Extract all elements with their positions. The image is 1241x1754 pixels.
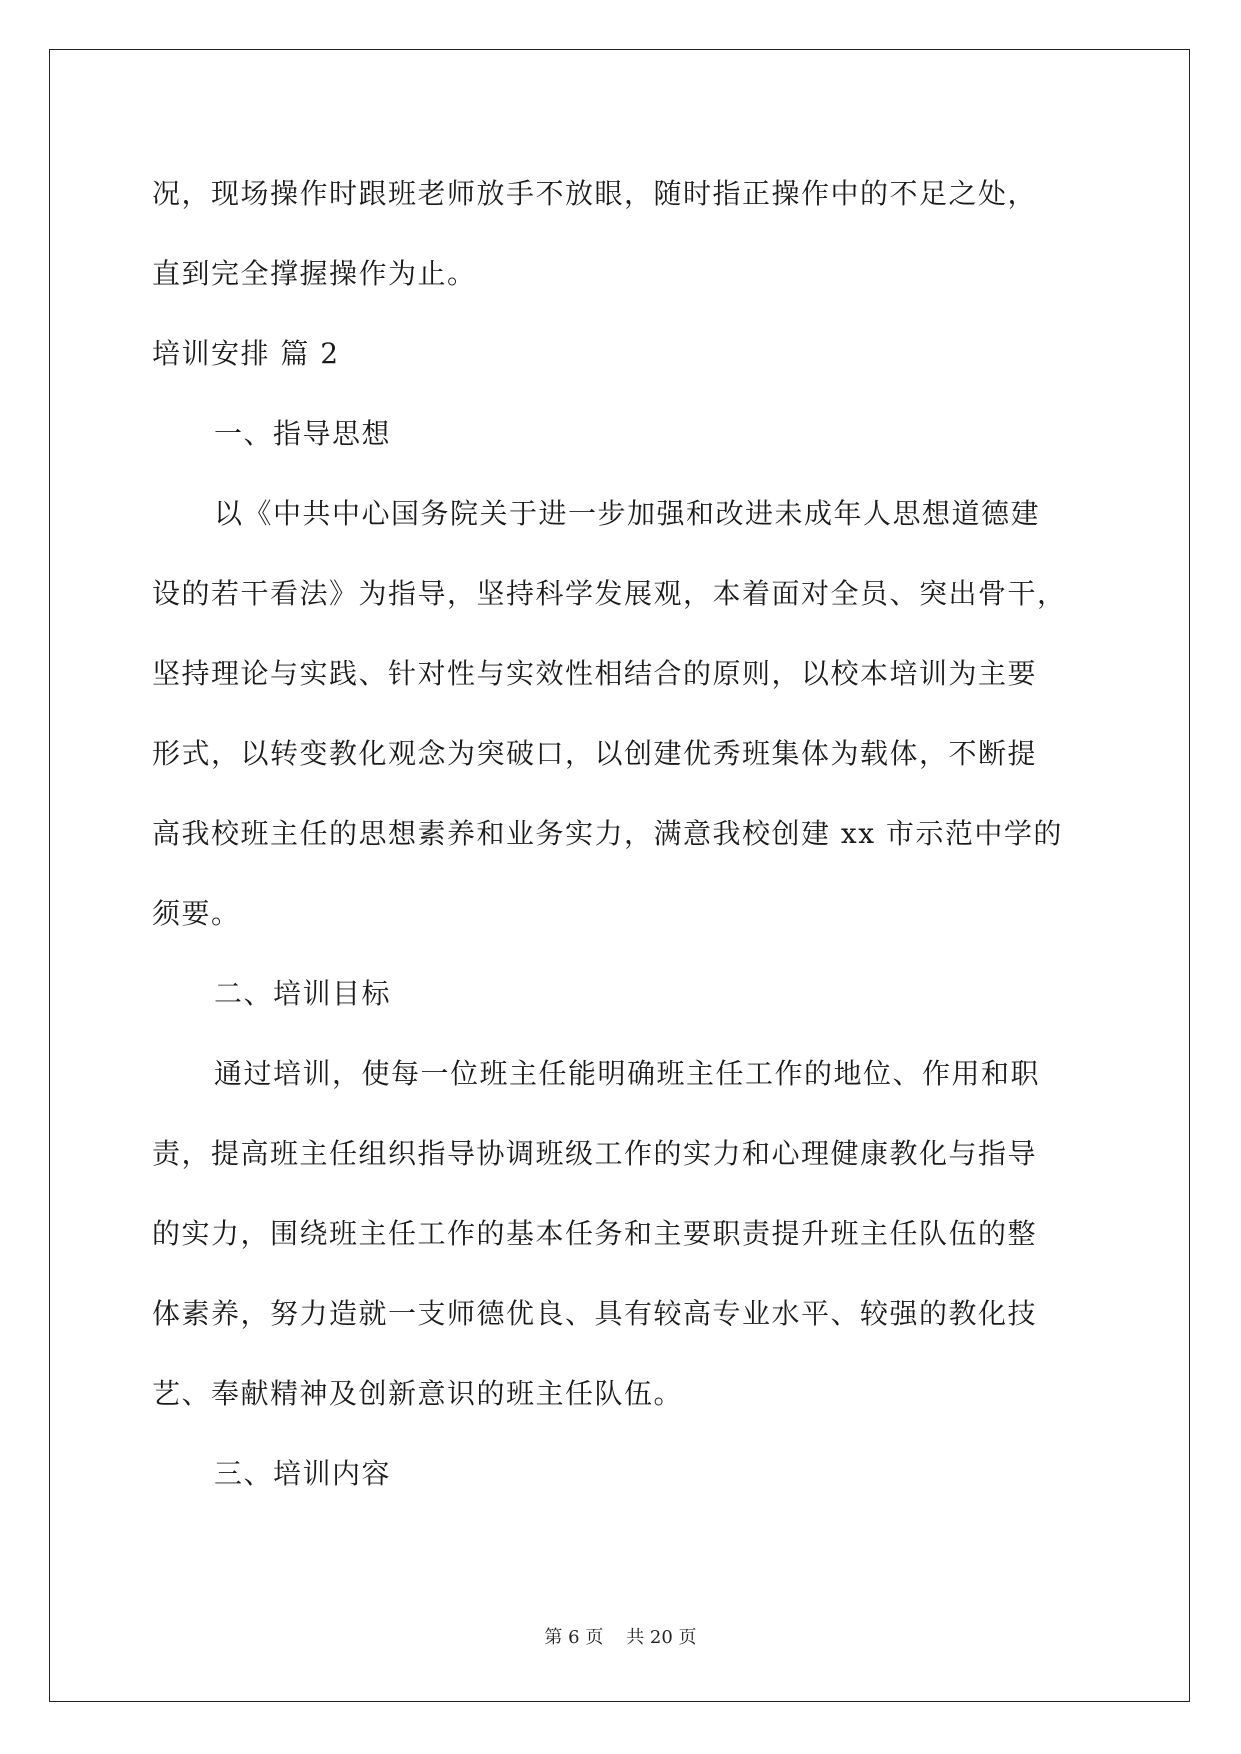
body-text-line: 体素养，努力造就一支师德优良、具有较高专业水平、较强的教化技 [152, 1297, 1038, 1330]
body-text-line: 通过培训，使每一位班主任能明确班主任工作的地位、作用和职 [214, 1057, 1041, 1090]
page-number: 第 6 页 共 20 页 [544, 1627, 697, 1648]
subsection-heading: 二、培训目标 [214, 977, 392, 1010]
body-text-line: 形式，以转变教化观念为突破口，以创建优秀班集体为载体，不断提 [152, 737, 1038, 770]
body-text-line: 艺、奉献精神及创新意识的班主任队伍。 [152, 1377, 684, 1410]
body-text-line: 的实力，围绕班主任工作的基本任务和主要职责提升班主任队伍的整 [152, 1217, 1038, 1250]
body-text-line: 直到完全撑握操作为止。 [152, 257, 477, 290]
body-text-line: 责，提高班主任组织指导协调班级工作的实力和心理健康教化与指导 [152, 1137, 1038, 1170]
body-text-line: 况，现场操作时跟班老师放手不放眼，随时指正操作中的不足之处， [152, 177, 1038, 210]
body-text-line: 高我校班主任的思想素养和业务实力，满意我校创建 xx 市示范中学的 [152, 817, 1063, 850]
body-text-line: 须要。 [152, 897, 241, 930]
body-text-line: 设的若干看法》为指导，坚持科学发展观，本着面对全员、突出骨干， [152, 577, 1067, 610]
body-text-line: 坚持理论与实践、针对性与实效性相结合的原则，以校本培训为主要 [152, 657, 1038, 690]
subsection-heading: 三、培训内容 [214, 1457, 392, 1490]
subsection-heading: 一、指导思想 [214, 417, 392, 450]
body-text-line: 以《中共中心国务院关于进一步加强和改进未成年人思想道德建 [214, 497, 1041, 530]
page-footer [0, 1626, 1241, 1650]
section-heading: 培训安排 篇 2 [152, 337, 340, 370]
